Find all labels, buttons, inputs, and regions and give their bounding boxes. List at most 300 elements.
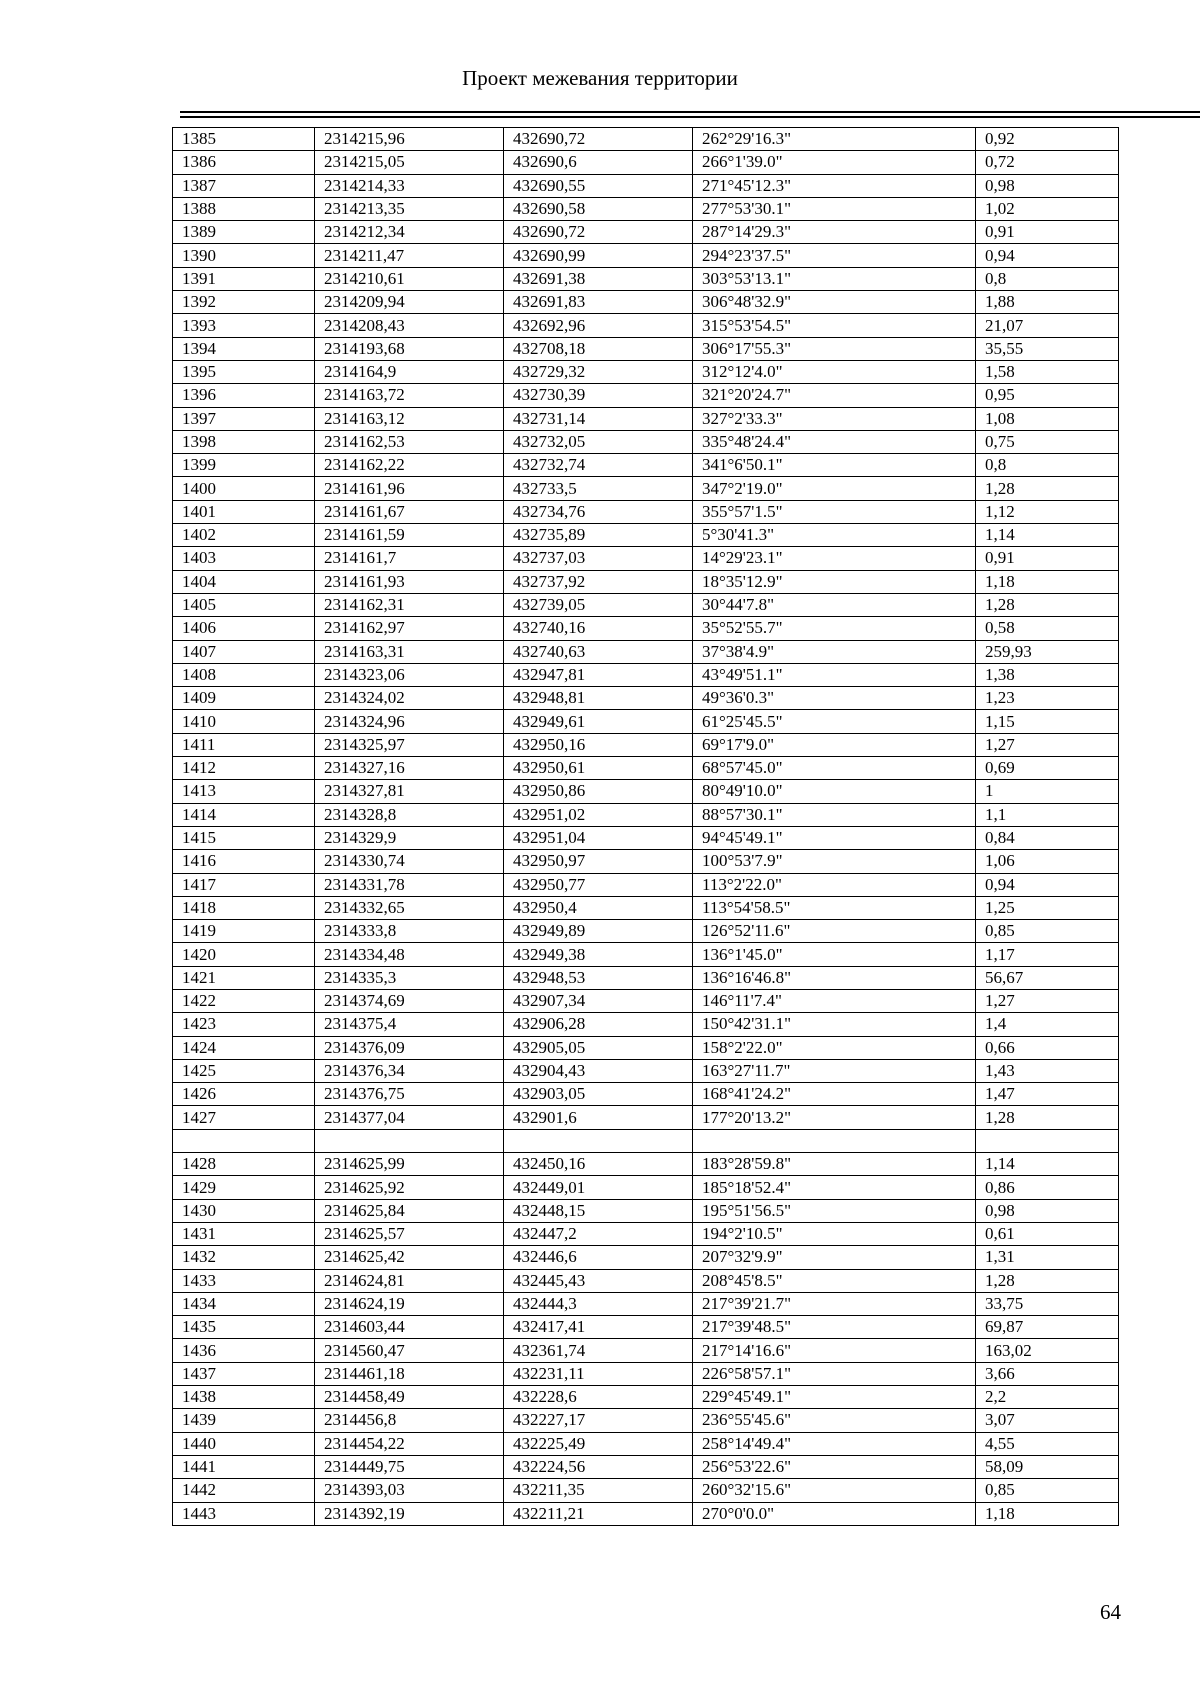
length-cell: 35,55	[976, 337, 1119, 360]
table-row	[173, 1036, 1119, 1059]
x-coordinate-cell	[315, 1129, 504, 1152]
point-number-cell: 1385	[173, 128, 315, 151]
direction-angle-cell: 43°49'51.1"	[693, 663, 976, 686]
point-number-cell: 1425	[173, 1059, 315, 1082]
y-coordinate-cell: 432951,02	[504, 803, 693, 826]
point-number-cell: 1388	[173, 197, 315, 220]
direction-angle-cell: 136°16'46.8"	[693, 966, 976, 989]
x-coordinate-cell: 2314327,81	[315, 780, 504, 803]
y-coordinate-cell: 432690,58	[504, 197, 693, 220]
length-cell: 21,07	[976, 314, 1119, 337]
direction-angle-cell: 113°54'58.5"	[693, 896, 976, 919]
direction-angle-cell: 341°6'50.1"	[693, 454, 976, 477]
direction-angle-cell: 113°2'22.0"	[693, 873, 976, 896]
point-number-cell: 1434	[173, 1292, 315, 1315]
direction-angle-cell: 195°51'56.5"	[693, 1199, 976, 1222]
y-coordinate-cell: 432729,32	[504, 360, 693, 383]
direction-angle-cell: 287°14'29.3"	[693, 221, 976, 244]
length-cell: 1,12	[976, 500, 1119, 523]
x-coordinate-cell: 2314454,22	[315, 1432, 504, 1455]
table-row	[173, 943, 1119, 966]
y-coordinate-cell: 432690,6	[504, 151, 693, 174]
x-coordinate-cell: 2314193,68	[315, 337, 504, 360]
y-coordinate-cell: 432361,74	[504, 1339, 693, 1362]
direction-angle-cell: 315°53'54.5"	[693, 314, 976, 337]
length-cell: 0,84	[976, 826, 1119, 849]
x-coordinate-cell: 2314332,65	[315, 896, 504, 919]
table-row	[173, 221, 1119, 244]
x-coordinate-cell: 2314213,35	[315, 197, 504, 220]
y-coordinate-cell: 432211,35	[504, 1479, 693, 1502]
y-coordinate-cell: 432228,6	[504, 1386, 693, 1409]
length-cell: 56,67	[976, 966, 1119, 989]
x-coordinate-cell: 2314161,67	[315, 500, 504, 523]
table-row	[173, 896, 1119, 919]
y-coordinate-cell: 432737,92	[504, 570, 693, 593]
y-coordinate-cell: 432951,04	[504, 826, 693, 849]
y-coordinate-cell: 432901,6	[504, 1106, 693, 1129]
y-coordinate-cell: 432690,72	[504, 221, 693, 244]
table-row	[173, 291, 1119, 314]
direction-angle-cell: 68°57'45.0"	[693, 757, 976, 780]
table-row	[173, 640, 1119, 663]
table-row	[173, 407, 1119, 430]
table-row	[173, 500, 1119, 523]
point-number-cell: 1443	[173, 1502, 315, 1525]
table-row	[173, 1269, 1119, 1292]
table-row	[173, 1409, 1119, 1432]
y-coordinate-cell: 432907,34	[504, 989, 693, 1012]
length-cell: 0,91	[976, 221, 1119, 244]
point-number-cell: 1396	[173, 384, 315, 407]
table-row	[173, 244, 1119, 267]
direction-angle-cell: 277°53'30.1"	[693, 197, 976, 220]
page-header-title: Проект межевания территории	[462, 66, 738, 90]
point-number-cell: 1441	[173, 1455, 315, 1478]
length-cell: 0,95	[976, 384, 1119, 407]
x-coordinate-cell: 2314163,12	[315, 407, 504, 430]
direction-angle-cell: 177°20'13.2"	[693, 1106, 976, 1129]
length-cell: 0,72	[976, 151, 1119, 174]
length-cell: 163,02	[976, 1339, 1119, 1362]
x-coordinate-cell: 2314329,9	[315, 826, 504, 849]
x-coordinate-cell: 2314323,06	[315, 663, 504, 686]
y-coordinate-cell: 432446,6	[504, 1246, 693, 1269]
point-number-cell: 1416	[173, 850, 315, 873]
y-coordinate-cell: 432949,38	[504, 943, 693, 966]
direction-angle-cell: 312°12'4.0"	[693, 360, 976, 383]
direction-angle-cell: 355°57'1.5"	[693, 500, 976, 523]
table-row	[173, 1455, 1119, 1478]
table-row	[173, 1106, 1119, 1129]
length-cell: 0,98	[976, 1199, 1119, 1222]
x-coordinate-cell: 2314392,19	[315, 1502, 504, 1525]
point-number-cell: 1438	[173, 1386, 315, 1409]
length-cell: 0,86	[976, 1176, 1119, 1199]
length-cell: 0,91	[976, 547, 1119, 570]
point-number-cell: 1424	[173, 1036, 315, 1059]
direction-angle-cell: 303°53'13.1"	[693, 267, 976, 290]
x-coordinate-cell: 2314325,97	[315, 733, 504, 756]
y-coordinate-cell: 432737,03	[504, 547, 693, 570]
y-coordinate-cell: 432731,14	[504, 407, 693, 430]
table-row	[173, 803, 1119, 826]
table-row	[173, 1083, 1119, 1106]
length-cell: 259,93	[976, 640, 1119, 663]
y-coordinate-cell: 432904,43	[504, 1059, 693, 1082]
length-cell: 0,66	[976, 1036, 1119, 1059]
table-row	[173, 617, 1119, 640]
point-number-cell: 1412	[173, 757, 315, 780]
point-number-cell: 1411	[173, 733, 315, 756]
direction-angle-cell: 347°2'19.0"	[693, 477, 976, 500]
point-number-cell: 1431	[173, 1222, 315, 1245]
x-coordinate-cell: 2314376,75	[315, 1083, 504, 1106]
point-number-cell: 1407	[173, 640, 315, 663]
point-number-cell: 1391	[173, 267, 315, 290]
x-coordinate-cell: 2314210,61	[315, 267, 504, 290]
length-cell	[976, 1129, 1119, 1152]
point-number-cell: 1414	[173, 803, 315, 826]
x-coordinate-cell: 2314374,69	[315, 989, 504, 1012]
y-coordinate-cell: 432708,18	[504, 337, 693, 360]
coordinates-table	[172, 127, 1119, 1526]
x-coordinate-cell: 2314456,8	[315, 1409, 504, 1432]
length-cell: 1,28	[976, 1106, 1119, 1129]
x-coordinate-cell: 2314161,93	[315, 570, 504, 593]
x-coordinate-cell: 2314624,81	[315, 1269, 504, 1292]
x-coordinate-cell: 2314560,47	[315, 1339, 504, 1362]
direction-angle-cell: 207°32'9.9"	[693, 1246, 976, 1269]
point-number-cell: 1403	[173, 547, 315, 570]
direction-angle-cell: 168°41'24.2"	[693, 1083, 976, 1106]
point-number-cell: 1418	[173, 896, 315, 919]
x-coordinate-cell: 2314161,96	[315, 477, 504, 500]
direction-angle-cell: 306°17'55.3"	[693, 337, 976, 360]
x-coordinate-cell: 2314625,99	[315, 1153, 504, 1176]
table-row	[173, 1013, 1119, 1036]
point-number-cell: 1415	[173, 826, 315, 849]
point-number-cell: 1428	[173, 1153, 315, 1176]
direction-angle-cell: 260°32'15.6"	[693, 1479, 976, 1502]
y-coordinate-cell: 432211,21	[504, 1502, 693, 1525]
point-number-cell: 1390	[173, 244, 315, 267]
x-coordinate-cell: 2314208,43	[315, 314, 504, 337]
length-cell: 58,09	[976, 1455, 1119, 1478]
length-cell: 0,58	[976, 617, 1119, 640]
point-number-cell: 1423	[173, 1013, 315, 1036]
table-row	[173, 454, 1119, 477]
point-number-cell: 1419	[173, 920, 315, 943]
point-number-cell: 1420	[173, 943, 315, 966]
direction-angle-cell: 35°52'55.7"	[693, 617, 976, 640]
x-coordinate-cell: 2314162,53	[315, 430, 504, 453]
x-coordinate-cell: 2314625,92	[315, 1176, 504, 1199]
x-coordinate-cell: 2314162,22	[315, 454, 504, 477]
direction-angle-cell: 61°25'45.5"	[693, 710, 976, 733]
direction-angle-cell: 327°2'33.3"	[693, 407, 976, 430]
direction-angle-cell: 69°17'9.0"	[693, 733, 976, 756]
y-coordinate-cell: 432444,3	[504, 1292, 693, 1315]
x-coordinate-cell: 2314335,3	[315, 966, 504, 989]
y-coordinate-cell: 432950,61	[504, 757, 693, 780]
direction-angle-cell: 146°11'7.4"	[693, 989, 976, 1012]
table-row	[173, 1153, 1119, 1176]
point-number-cell: 1387	[173, 174, 315, 197]
direction-angle-cell: 194°2'10.5"	[693, 1222, 976, 1245]
length-cell: 1,06	[976, 850, 1119, 873]
length-cell: 1,17	[976, 943, 1119, 966]
direction-angle-cell: 30°44'7.8"	[693, 593, 976, 616]
y-coordinate-cell: 432735,89	[504, 524, 693, 547]
table-row	[173, 1246, 1119, 1269]
x-coordinate-cell: 2314331,78	[315, 873, 504, 896]
length-cell: 1,15	[976, 710, 1119, 733]
table-row	[173, 1432, 1119, 1455]
length-cell: 3,07	[976, 1409, 1119, 1432]
point-number-cell: 1400	[173, 477, 315, 500]
x-coordinate-cell: 2314214,33	[315, 174, 504, 197]
x-coordinate-cell: 2314215,96	[315, 128, 504, 151]
direction-angle-cell: 226°58'57.1"	[693, 1362, 976, 1385]
table-row	[173, 151, 1119, 174]
y-coordinate-cell: 432950,86	[504, 780, 693, 803]
y-coordinate-cell: 432950,16	[504, 733, 693, 756]
direction-angle-cell: 258°14'49.4"	[693, 1432, 976, 1455]
x-coordinate-cell: 2314163,31	[315, 640, 504, 663]
length-cell: 2,2	[976, 1386, 1119, 1409]
point-number-cell: 1398	[173, 430, 315, 453]
table-row	[173, 570, 1119, 593]
table-row	[173, 687, 1119, 710]
y-coordinate-cell: 432449,01	[504, 1176, 693, 1199]
length-cell: 0,85	[976, 920, 1119, 943]
point-number-cell: 1405	[173, 593, 315, 616]
length-cell: 3,66	[976, 1362, 1119, 1385]
y-coordinate-cell: 432448,15	[504, 1199, 693, 1222]
direction-angle-cell: 126°52'11.6"	[693, 920, 976, 943]
y-coordinate-cell: 432447,2	[504, 1222, 693, 1245]
table-row	[173, 477, 1119, 500]
length-cell: 0,98	[976, 174, 1119, 197]
direction-angle-cell: 88°57'30.1"	[693, 803, 976, 826]
y-coordinate-cell: 432950,77	[504, 873, 693, 896]
length-cell: 1,14	[976, 524, 1119, 547]
table-row	[173, 826, 1119, 849]
table-row	[173, 1129, 1119, 1152]
point-number-cell: 1389	[173, 221, 315, 244]
point-number-cell: 1426	[173, 1083, 315, 1106]
y-coordinate-cell: 432225,49	[504, 1432, 693, 1455]
x-coordinate-cell: 2314376,09	[315, 1036, 504, 1059]
x-coordinate-cell: 2314375,4	[315, 1013, 504, 1036]
point-number-cell: 1422	[173, 989, 315, 1012]
point-number-cell: 1442	[173, 1479, 315, 1502]
coordinates-table-body	[173, 128, 1119, 1526]
direction-angle-cell: 236°55'45.6"	[693, 1409, 976, 1432]
x-coordinate-cell: 2314624,19	[315, 1292, 504, 1315]
length-cell: 0,94	[976, 873, 1119, 896]
table-row	[173, 314, 1119, 337]
point-number-cell: 1439	[173, 1409, 315, 1432]
point-number-cell: 1440	[173, 1432, 315, 1455]
x-coordinate-cell: 2314334,48	[315, 943, 504, 966]
point-number-cell: 1401	[173, 500, 315, 523]
direction-angle-cell: 271°45'12.3"	[693, 174, 976, 197]
length-cell: 1,4	[976, 1013, 1119, 1036]
length-cell: 1,43	[976, 1059, 1119, 1082]
table-row	[173, 1292, 1119, 1315]
y-coordinate-cell: 432445,43	[504, 1269, 693, 1292]
header-rule-top	[180, 111, 1200, 113]
length-cell: 0,94	[976, 244, 1119, 267]
table-row	[173, 360, 1119, 383]
y-coordinate-cell: 432739,05	[504, 593, 693, 616]
direction-angle-cell: 49°36'0.3"	[693, 687, 976, 710]
y-coordinate-cell: 432224,56	[504, 1455, 693, 1478]
point-number-cell: 1427	[173, 1106, 315, 1129]
direction-angle-cell: 18°35'12.9"	[693, 570, 976, 593]
point-number-cell: 1410	[173, 710, 315, 733]
x-coordinate-cell: 2314162,31	[315, 593, 504, 616]
y-coordinate-cell: 432948,53	[504, 966, 693, 989]
length-cell: 1,1	[976, 803, 1119, 826]
length-cell: 1,14	[976, 1153, 1119, 1176]
table-row	[173, 1362, 1119, 1385]
length-cell: 1	[976, 780, 1119, 803]
length-cell: 0,92	[976, 128, 1119, 151]
table-row	[173, 1479, 1119, 1502]
y-coordinate-cell: 432690,72	[504, 128, 693, 151]
point-number-cell: 1402	[173, 524, 315, 547]
y-coordinate-cell: 432692,96	[504, 314, 693, 337]
y-coordinate-cell: 432903,05	[504, 1083, 693, 1106]
direction-angle-cell: 306°48'32.9"	[693, 291, 976, 314]
y-coordinate-cell: 432691,83	[504, 291, 693, 314]
direction-angle-cell: 94°45'49.1"	[693, 826, 976, 849]
direction-angle-cell: 266°1'39.0"	[693, 151, 976, 174]
x-coordinate-cell: 2314212,34	[315, 221, 504, 244]
length-cell: 1,28	[976, 477, 1119, 500]
table-row	[173, 430, 1119, 453]
y-coordinate-cell: 432450,16	[504, 1153, 693, 1176]
header-rule-bottom	[180, 116, 1200, 118]
direction-angle-cell: 185°18'52.4"	[693, 1176, 976, 1199]
point-number-cell: 1429	[173, 1176, 315, 1199]
table-row	[173, 128, 1119, 151]
table-row	[173, 1222, 1119, 1245]
y-coordinate-cell: 432732,74	[504, 454, 693, 477]
direction-angle-cell: 321°20'24.7"	[693, 384, 976, 407]
length-cell: 0,61	[976, 1222, 1119, 1245]
x-coordinate-cell: 2314458,49	[315, 1386, 504, 1409]
point-number-cell: 1436	[173, 1339, 315, 1362]
length-cell: 1,58	[976, 360, 1119, 383]
table-row	[173, 966, 1119, 989]
direction-angle-cell: 217°39'21.7"	[693, 1292, 976, 1315]
x-coordinate-cell: 2314162,97	[315, 617, 504, 640]
length-cell: 1,28	[976, 593, 1119, 616]
y-coordinate-cell: 432690,99	[504, 244, 693, 267]
table-row	[173, 733, 1119, 756]
table-row	[173, 1339, 1119, 1362]
y-coordinate-cell: 432734,76	[504, 500, 693, 523]
y-coordinate-cell: 432949,89	[504, 920, 693, 943]
length-cell: 1,27	[976, 733, 1119, 756]
length-cell: 4,55	[976, 1432, 1119, 1455]
length-cell: 0,75	[976, 430, 1119, 453]
y-coordinate-cell: 432906,28	[504, 1013, 693, 1036]
table-row	[173, 920, 1119, 943]
table-row	[173, 1059, 1119, 1082]
point-number-cell: 1432	[173, 1246, 315, 1269]
table-row	[173, 593, 1119, 616]
y-coordinate-cell: 432732,05	[504, 430, 693, 453]
table-row	[173, 267, 1119, 290]
y-coordinate-cell: 432733,5	[504, 477, 693, 500]
table-row	[173, 1199, 1119, 1222]
x-coordinate-cell: 2314625,42	[315, 1246, 504, 1269]
x-coordinate-cell: 2314461,18	[315, 1362, 504, 1385]
x-coordinate-cell: 2314393,03	[315, 1479, 504, 1502]
x-coordinate-cell: 2314209,94	[315, 291, 504, 314]
y-coordinate-cell: 432948,81	[504, 687, 693, 710]
table-row	[173, 1502, 1119, 1525]
direction-angle-cell: 5°30'41.3"	[693, 524, 976, 547]
length-cell: 1,18	[976, 1502, 1119, 1525]
y-coordinate-cell: 432690,55	[504, 174, 693, 197]
table-row	[173, 989, 1119, 1012]
x-coordinate-cell: 2314333,8	[315, 920, 504, 943]
length-cell: 0,8	[976, 454, 1119, 477]
table-row	[173, 524, 1119, 547]
length-cell: 1,28	[976, 1269, 1119, 1292]
x-coordinate-cell: 2314603,44	[315, 1316, 504, 1339]
x-coordinate-cell: 2314625,84	[315, 1199, 504, 1222]
direction-angle-cell: 100°53'7.9"	[693, 850, 976, 873]
x-coordinate-cell: 2314211,47	[315, 244, 504, 267]
length-cell: 1,38	[976, 663, 1119, 686]
table-row	[173, 757, 1119, 780]
direction-angle-cell: 217°14'16.6"	[693, 1339, 976, 1362]
point-number-cell: 1399	[173, 454, 315, 477]
point-number-cell: 1421	[173, 966, 315, 989]
point-number-cell: 1393	[173, 314, 315, 337]
length-cell: 1,31	[976, 1246, 1119, 1269]
x-coordinate-cell: 2314324,02	[315, 687, 504, 710]
y-coordinate-cell: 432950,4	[504, 896, 693, 919]
length-cell: 1,88	[976, 291, 1119, 314]
x-coordinate-cell: 2314164,9	[315, 360, 504, 383]
length-cell: 1,47	[976, 1083, 1119, 1106]
direction-angle-cell: 294°23'37.5"	[693, 244, 976, 267]
table-row	[173, 174, 1119, 197]
x-coordinate-cell: 2314330,74	[315, 850, 504, 873]
point-number-cell: 1397	[173, 407, 315, 430]
x-coordinate-cell: 2314377,04	[315, 1106, 504, 1129]
point-number-cell: 1435	[173, 1316, 315, 1339]
length-cell: 1,23	[976, 687, 1119, 710]
length-cell: 69,87	[976, 1316, 1119, 1339]
table-row	[173, 710, 1119, 733]
x-coordinate-cell: 2314625,57	[315, 1222, 504, 1245]
x-coordinate-cell: 2314449,75	[315, 1455, 504, 1478]
table-row	[173, 197, 1119, 220]
direction-angle-cell	[693, 1129, 976, 1152]
point-number-cell: 1437	[173, 1362, 315, 1385]
point-number-cell: 1430	[173, 1199, 315, 1222]
point-number-cell: 1386	[173, 151, 315, 174]
